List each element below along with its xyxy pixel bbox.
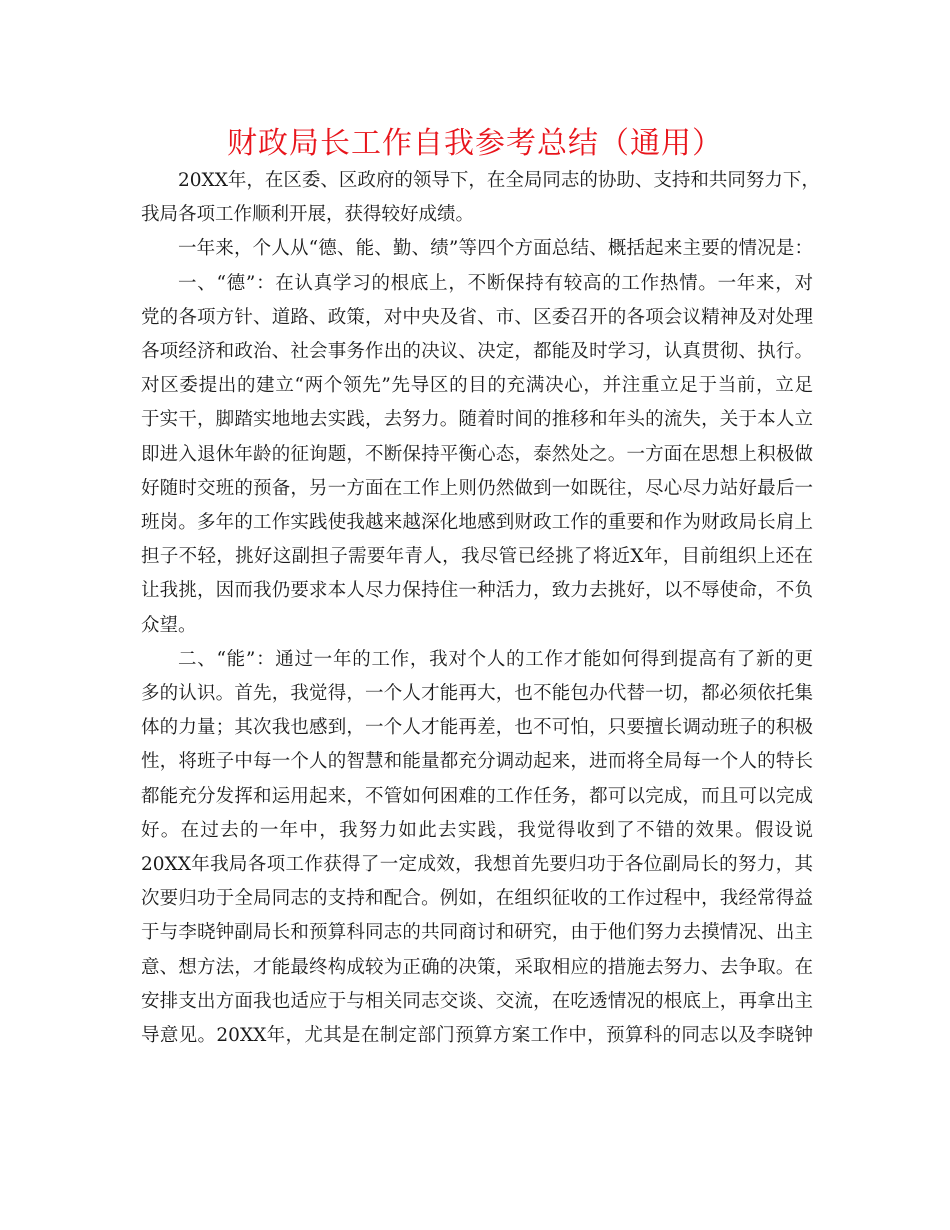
text-line: 好随时交班的预备，另一方面在工作上则仍然做到一如既往，尽心尽力站好最后一 <box>141 477 813 499</box>
document-body <box>141 164 820 1053</box>
text-line: 班岗。多年的工作实践使我越来越深化地感到财政工作的重要和作为财政局长肩上 <box>141 512 813 534</box>
text-line: 一年来，个人从“德、能、勤、绩”等四个方面总结、概括起来主要的情况是： <box>178 238 813 260</box>
text-line: 各项经济和政治、社会事务作出的决议、决定，都能及时学习，认真贯彻、执行。 <box>141 341 813 363</box>
text-line: 导意见。20XX年，尤其是在制定部门预算方案工作中，预算科的同志以及李晓钟 <box>141 1025 813 1047</box>
text-line: 好。在过去的一年中，我努力如此去实践，我觉得收到了不错的效果。假设说 <box>141 819 813 841</box>
text-line: 我局各项工作顺利开展，获得较好成绩。 <box>141 204 475 226</box>
text-line: 即进入退休年龄的征询题，不断保持平衡心态，泰然处之。一方面在思想上积极做 <box>141 443 813 465</box>
text-line: 二、“能”：通过一年的工作，我对个人的工作才能如何得到提高有了新的更 <box>178 648 813 670</box>
text-line: 都能充分发挥和运用起来，不管如何困难的工作任务，都可以完成，而且可以完成 <box>141 785 813 807</box>
text-line: 体的力量；其次我也感到，一个人才能再差，也不可怕，只要擅长调动班子的积极 <box>141 717 813 739</box>
paragraph-de <box>141 267 813 643</box>
document-title: 财政局长工作自我参考总结（通用） <box>227 126 723 161</box>
text-line: 对区委提出的建立“两个领先”先导区的目的充满决心，并注重立足于当前，立足 <box>141 375 813 397</box>
text-line: 多的认识。首先，我觉得，一个人才能再大，也不能包办代替一切，都必须依托集 <box>141 683 813 705</box>
text-line: 一、“德”：在认真学习的根底上，不断保持有较高的工作热情。一年来，对 <box>178 272 813 294</box>
paragraph-neng <box>141 643 813 1053</box>
text-line: 20XX年我局各项工作获得了一定成效，我想首先要归功于各位副局长的努力，其 <box>141 854 813 876</box>
paragraph-overview <box>141 232 813 266</box>
text-line: 于与李晓钟副局长和预算科同志的共同商讨和研究，由于他们努力去摸情况、出主 <box>141 922 813 944</box>
paragraph-intro <box>141 164 820 232</box>
text-line: 安排支出方面我也适应于与相关同志交谈、交流，在吃透情况的根底上，再拿出主 <box>141 990 813 1012</box>
text-line: 于实干，脚踏实地地去实践，去努力。随着时间的推移和年头的流失，关于本人立 <box>141 409 813 431</box>
text-line: 20XX年，在区委、区政府的领导下，在全局同志的协助、支持和共同努力下， <box>178 170 820 191</box>
text-line: 众望。 <box>141 614 197 636</box>
text-line: 党的各项方针、道路、政策，对中央及省、市、区委召开的各项会议精神及对处理 <box>141 306 813 328</box>
text-line: 担子不轻，挑好这副担子需要年青人，我尽管已经挑了将近X年，目前组织上还在 <box>141 546 813 568</box>
text-line: 让我挑，因而我仍要求本人尽力保持住一种活力，致力去挑好，以不辱使命，不负 <box>141 580 813 602</box>
text-line: 次要归功于全局同志的支持和配合。例如，在组织征收的工作过程中，我经常得益 <box>141 888 813 910</box>
text-line: 性，将班子中每一个人的智慧和能量都充分调动起来，进而将全局每一个人的特长 <box>141 751 813 773</box>
text-line: 意、想方法，才能最终构成较为正确的决策，采取相应的措施去努力、去争取。在 <box>141 956 813 978</box>
